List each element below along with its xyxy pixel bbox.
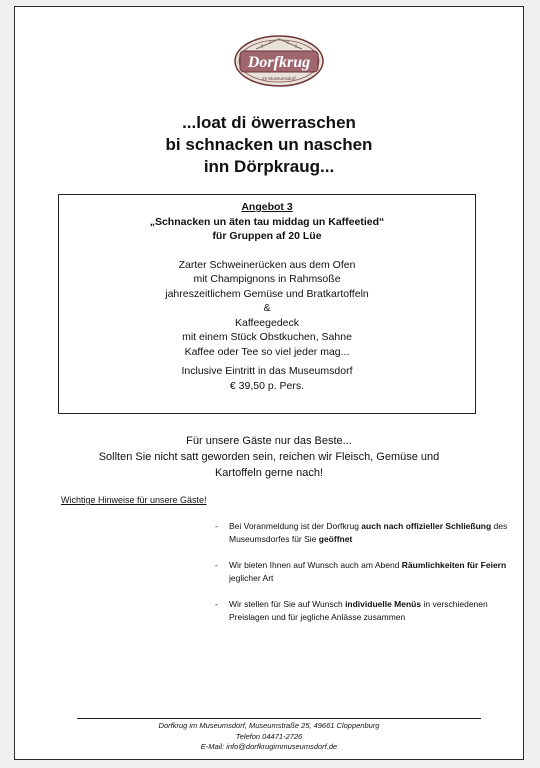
note-text: des Museumsdorfes für Sie	[229, 521, 508, 544]
notes-title: Wichtige Hinweise für unsere Gäste!	[61, 495, 207, 505]
intro-text	[15, 433, 523, 481]
headline-line: ...loat di öwerraschen	[182, 113, 356, 132]
footer	[15, 721, 523, 753]
note-emphasis: Räumlichkeiten für Feiern	[401, 560, 507, 570]
note-item	[215, 559, 515, 584]
footer-address: Dorfkrug im Museumsdorf, Museumstraße 25, 49661 Cloppenburg	[158, 721, 380, 730]
note-item	[215, 520, 515, 545]
note-emphasis: individuelle Menüs	[345, 599, 422, 609]
footer-email: E-Mail: info@dorfkrugimmuseumsdorf.de	[200, 742, 338, 751]
offer-menu	[59, 258, 475, 360]
headline	[15, 112, 523, 178]
offer-price-info	[59, 364, 475, 393]
footer-phone: Telefon 04471-2726	[235, 731, 303, 741]
logo-text: Dorfkrug	[247, 54, 311, 71]
note-dash: -	[215, 599, 218, 609]
offer-line: mit Champignons in Rahmsoße	[193, 273, 341, 285]
note-text: jeglicher Art	[229, 572, 274, 583]
offer-line: Inclusive Eintritt in das Museumsdorf	[181, 365, 353, 377]
notes-list	[215, 520, 515, 637]
headline-line: inn Dörpkraug...	[203, 157, 335, 176]
note-item	[215, 598, 515, 623]
offer-price: € 39,50 p. Pers.	[229, 379, 305, 392]
dorfkrug-logo	[234, 35, 324, 87]
offer-box	[58, 194, 476, 414]
offer-title: Angebot 3	[241, 201, 293, 213]
offer-line: Zarter Schweinerücken aus dem Ofen	[178, 258, 356, 271]
note-text: Wir stellen für Sie auf Wunsch	[229, 599, 346, 609]
note-dash: -	[215, 560, 218, 570]
intro-line: Kartoffeln gerne nach!	[214, 467, 324, 479]
offer-line: Kaffeegedeck	[234, 316, 300, 329]
offer-subtitle: „Schnacken un äten tau middag un Kaffeetied“	[149, 215, 385, 228]
offer-line: jahreszeitlichem Gemüse und Bratkartoffeln	[165, 287, 369, 300]
note-emphasis: auch nach offizieller Schließung	[361, 521, 492, 531]
offer-subtitle: für Gruppen af 20 Lüe	[212, 230, 322, 242]
note-text: in verschiedenen Preislagen und für jegliche Anlässe zusammen	[229, 599, 488, 622]
offer-line: &	[263, 302, 271, 314]
headline-line: bi schnacken un naschen	[165, 135, 373, 154]
logo-tagline: im Museumsdorf	[262, 76, 296, 81]
offer-line: mit einem Stück Obstkuchen, Sahne	[182, 331, 352, 343]
note-text: Wir bieten Ihnen auf Wunsch auch am Abend	[229, 560, 402, 570]
intro-line: Für unsere Gäste nur das Beste...	[186, 435, 352, 447]
logo-graphic	[234, 35, 324, 87]
document-page	[14, 6, 524, 760]
note-emphasis: geöffnet	[318, 533, 353, 544]
footer-divider	[77, 718, 481, 719]
intro-line: Sollten Sie nicht satt geworden sein, reichen wir Fleisch, Gemüse und	[98, 451, 440, 463]
offer-line: Kaffee oder Tee so viel jeder mag...	[184, 345, 350, 358]
note-dash: -	[215, 521, 218, 531]
note-text: Bei Voranmeldung ist der Dorfkrug	[229, 521, 362, 531]
